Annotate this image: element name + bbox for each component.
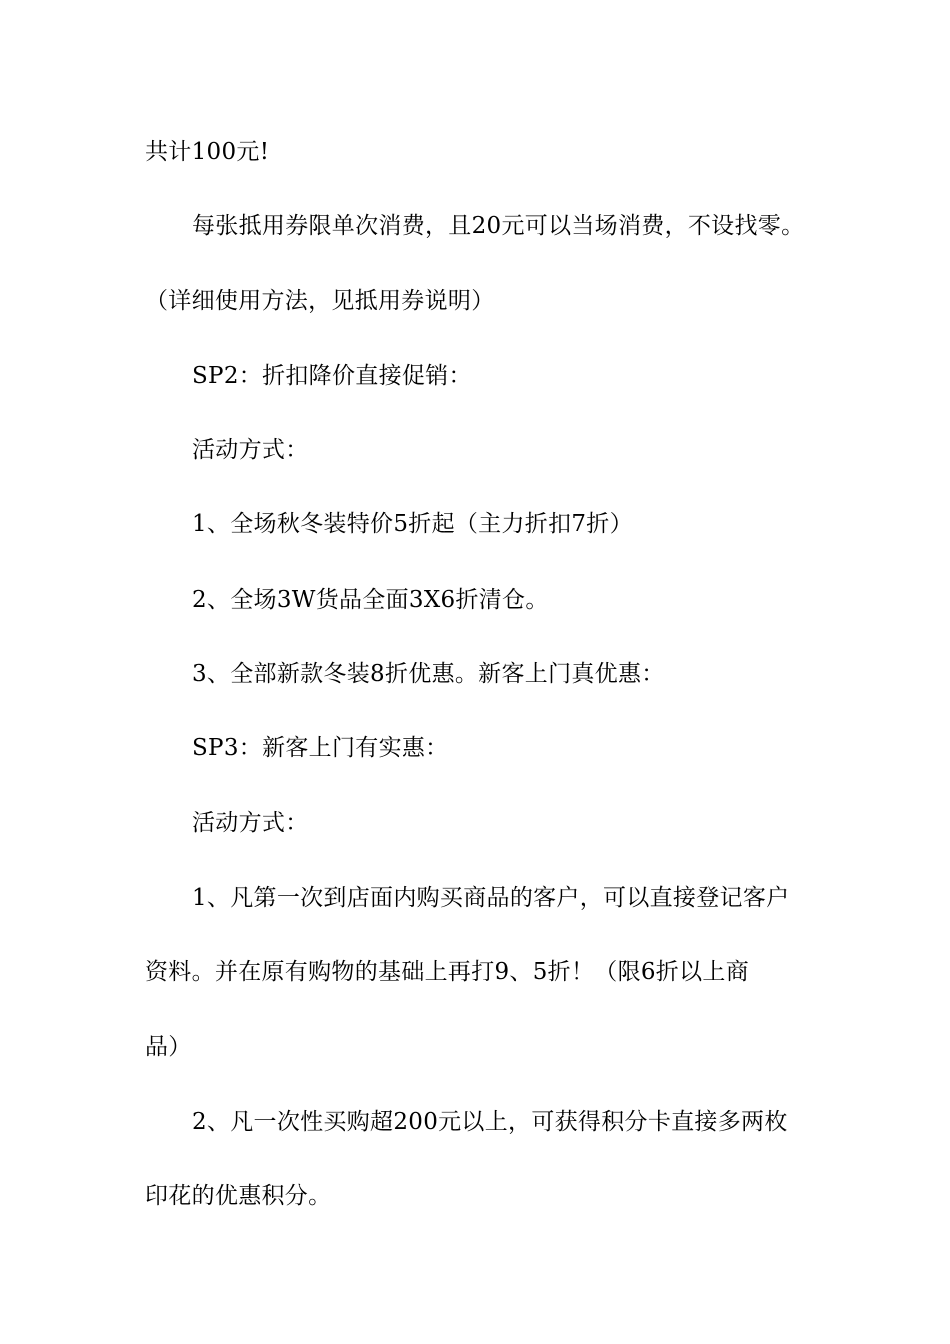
- text-line-sp2-heading: SP2：折扣降价直接促销：: [192, 363, 472, 389]
- text-line-sp3-item-2a: 2、凡一次性买购超200元以上，可获得积分卡直接多两枚: [192, 1109, 788, 1135]
- text-line-total: 共计100元!: [145, 139, 270, 165]
- text-line-voucher-note: （详细使用方法，见抵用券说明）: [145, 288, 495, 314]
- text-line-activity-method-2: 活动方式：: [192, 810, 309, 836]
- text-line-voucher-rule: 每张抵用券限单次消费，且20元可以当场消费，不设找零。: [192, 213, 805, 239]
- text-line-sp3-item-1b: 资料。并在原有购物的基础上再打9、5折！（限6折以上商: [145, 959, 749, 985]
- text-line-sp2-item-2: 2、全场3W货品全面3X6折清仓。: [192, 587, 549, 613]
- text-line-sp2-item-1: 1、全场秋冬装特价5折起（主力折扣7折）: [192, 511, 633, 537]
- text-line-sp3-heading: SP3：新客上门有实惠：: [192, 735, 449, 761]
- text-line-sp3-item-2b: 印花的优惠积分。: [145, 1183, 332, 1209]
- text-line-sp2-item-3: 3、全部新款冬装8折优惠。新客上门真优惠：: [192, 661, 665, 687]
- text-line-sp3-item-1c: 品）: [145, 1034, 192, 1060]
- text-line-activity-method-1: 活动方式：: [192, 437, 309, 463]
- text-line-sp3-item-1a: 1、凡第一次到店面内购买商品的客户，可以直接登记客户: [192, 885, 790, 911]
